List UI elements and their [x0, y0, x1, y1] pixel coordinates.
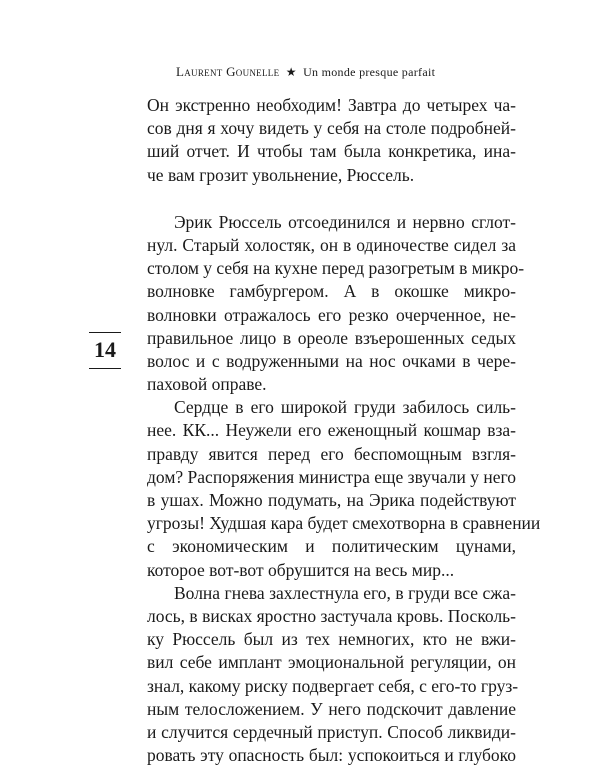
paragraph — [147, 94, 516, 187]
text-line: Сердце в его широкой груди забилось силь- — [174, 397, 516, 418]
text-line: Он экстренно необходим! Завтра до четырех ча- — [147, 95, 516, 115]
text-line: паховой оправе. — [147, 374, 267, 395]
text-line: ровать эту опасность был: успокоиться и глубоко — [147, 745, 516, 766]
text-line: с экономическим и политическим цунами, — [147, 536, 516, 557]
page-number: 14 — [94, 337, 116, 362]
text-line: лось, в висках яростно застучала кровь. Посколь- — [147, 605, 516, 626]
text-line: нул. Старый холостяк, он в одиночестве сидел за — [147, 234, 516, 255]
text-line: угрозы! Худшая кара будет смехотворна в сравнении — [147, 513, 541, 534]
paragraph — [147, 582, 519, 767]
text-line: которое вот-вот обрушится на весь мир... — [147, 559, 455, 580]
page-body-text — [147, 94, 541, 767]
running-head — [176, 64, 516, 80]
text-line: волновке гамбургером. А в окошке микро- — [147, 281, 516, 302]
page-number-bottom-rule — [89, 368, 121, 369]
text-line: ным телосложением. У него подскочит давление — [147, 698, 516, 719]
page-number-box — [89, 332, 121, 368]
text-line: ший отчет. И чтобы там была конкретика, ина- — [147, 141, 516, 162]
text-line: правильное лицо в ореоле взъерошенных седых — [147, 327, 516, 348]
text-line: волновки отражалось его резко очерченное, не- — [147, 304, 516, 325]
text-line: Волна гнева захлестнула его, в груди все сжа- — [174, 582, 516, 603]
text-line: правду явится перед его беспомощным взгля- — [147, 443, 516, 464]
text-line: Эрик Рюссель отсоединился и нервно сглот- — [174, 211, 516, 232]
text-line: сов дня я хочу видеть у себя на столе подробней- — [147, 118, 516, 139]
paragraph-gap — [147, 187, 516, 211]
text-line: и случится сердечный приступ. Способ ликвиди- — [147, 721, 516, 742]
text-line: ку Рюссель был из тех немногих, кто не вжи- — [147, 629, 516, 650]
paragraph — [147, 211, 525, 397]
text-line: столом у себя на кухне перед разогретым в микро- — [147, 258, 525, 279]
header-star-separator: ★ — [285, 65, 297, 79]
page-number-top-rule — [89, 332, 121, 333]
header-author: Laurent Gounelle — [176, 64, 280, 79]
text-line: в ушах. Можно подумать, на Эрика подействуют — [147, 490, 516, 510]
text-line: че вам грозит увольнение, Рюссель. — [147, 164, 415, 185]
text-line: вил себе имплант эмоциональной регуляции, он — [147, 652, 516, 673]
text-line: нее. КК... Неужели его еженощный кошмар вза- — [147, 420, 516, 441]
paragraph — [147, 396, 541, 582]
text-line: знал, какому риску подвергает себя, с его-то груз- — [147, 675, 519, 696]
text-line: дом? Распоряжения министра еще звучали у него — [147, 466, 516, 487]
text-line: волос и с водруженными на нос очками в чере- — [147, 350, 516, 371]
header-book-title: Un monde presque parfait — [303, 65, 436, 79]
